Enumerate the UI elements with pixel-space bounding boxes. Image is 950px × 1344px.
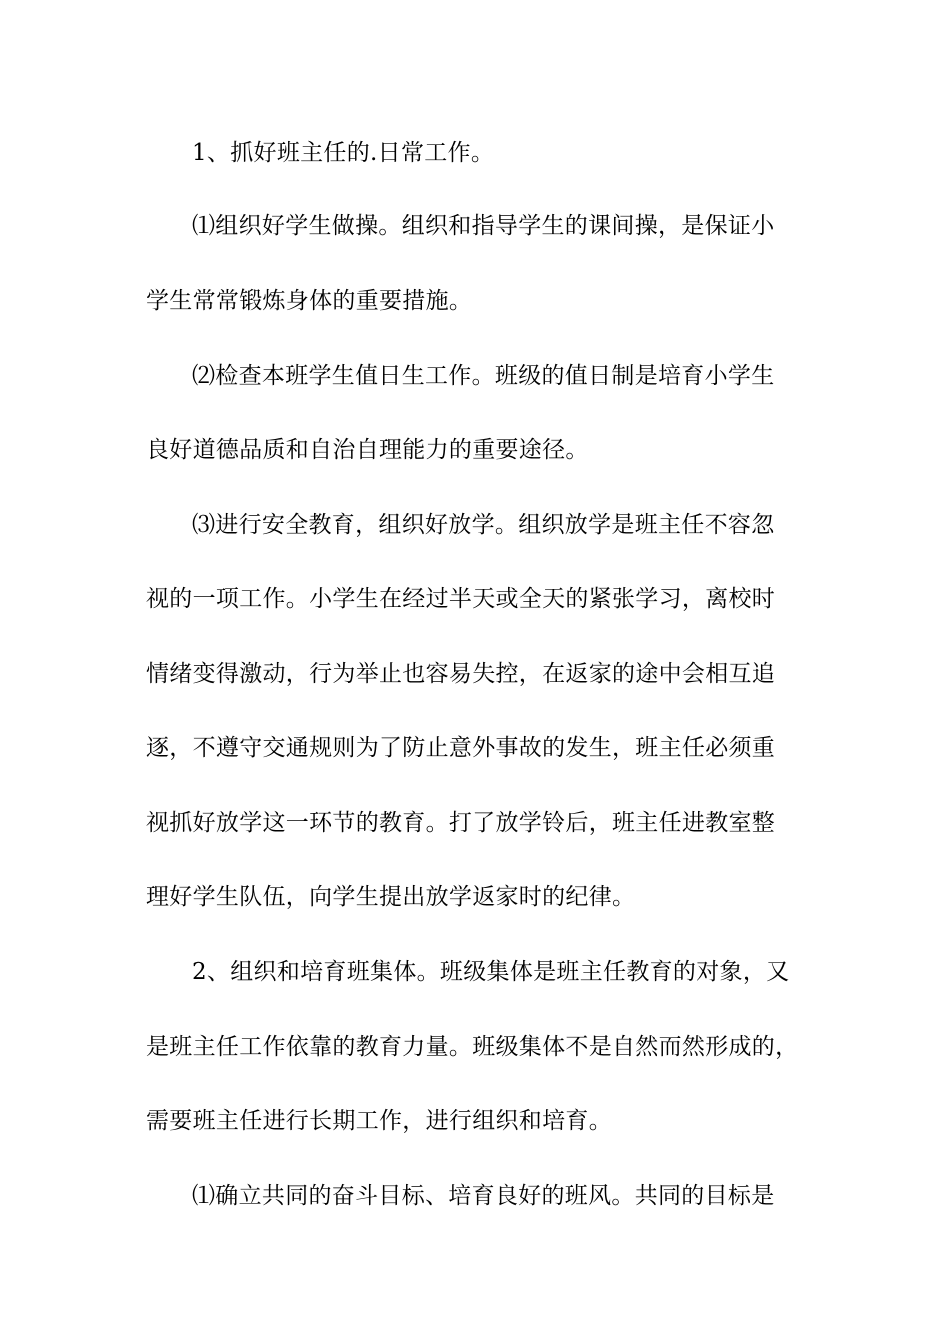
- paragraph-line: 视的一项工作。小学生在经过半天或全天的紧张学习，离校时: [146, 586, 776, 612]
- paragraph-line: 良好道德品质和自治自理能力的重要途径。: [146, 437, 589, 463]
- paragraph-line: ⑴组织好学生做操。组织和指导学生的课间操，是保证小: [192, 213, 775, 239]
- paragraph-line: 情绪变得激动，行为举止也容易失控，在返家的途中会相互追: [146, 661, 776, 687]
- paragraph-line: 视抓好放学这一环节的教育。打了放学铃后，班主任进教室整: [146, 810, 776, 836]
- section-heading-1: 1、抓好班主任的.日常工作。: [192, 140, 495, 166]
- paragraph-line: ⑵检查本班学生值日生工作。班级的值日制是培育小学生: [192, 363, 775, 389]
- paragraph-line: 是班主任工作依靠的教育力量。班级集体不是自然而然形成的，: [146, 1034, 799, 1060]
- section-heading-2: 2、组织和培育班集体。班级集体是班主任教育的对象，又: [192, 959, 790, 985]
- paragraph-line: 需要班主任进行长期工作，进行组织和培育。: [146, 1108, 612, 1134]
- paragraph-line: 逐，不遵守交通规则为了防止意外事故的发生，班主任必须重: [146, 735, 776, 761]
- paragraph-line: ⑴确立共同的奋斗目标、培育良好的班风。共同的目标是: [192, 1183, 775, 1209]
- paragraph-line: 理好学生队伍，向学生提出放学返家时的纪律。: [146, 884, 636, 910]
- paragraph-line: ⑶进行安全教育，组织好放学。组织放学是班主任不容忽: [192, 512, 775, 538]
- paragraph-line: 学生常常锻炼身体的重要措施。: [146, 288, 473, 314]
